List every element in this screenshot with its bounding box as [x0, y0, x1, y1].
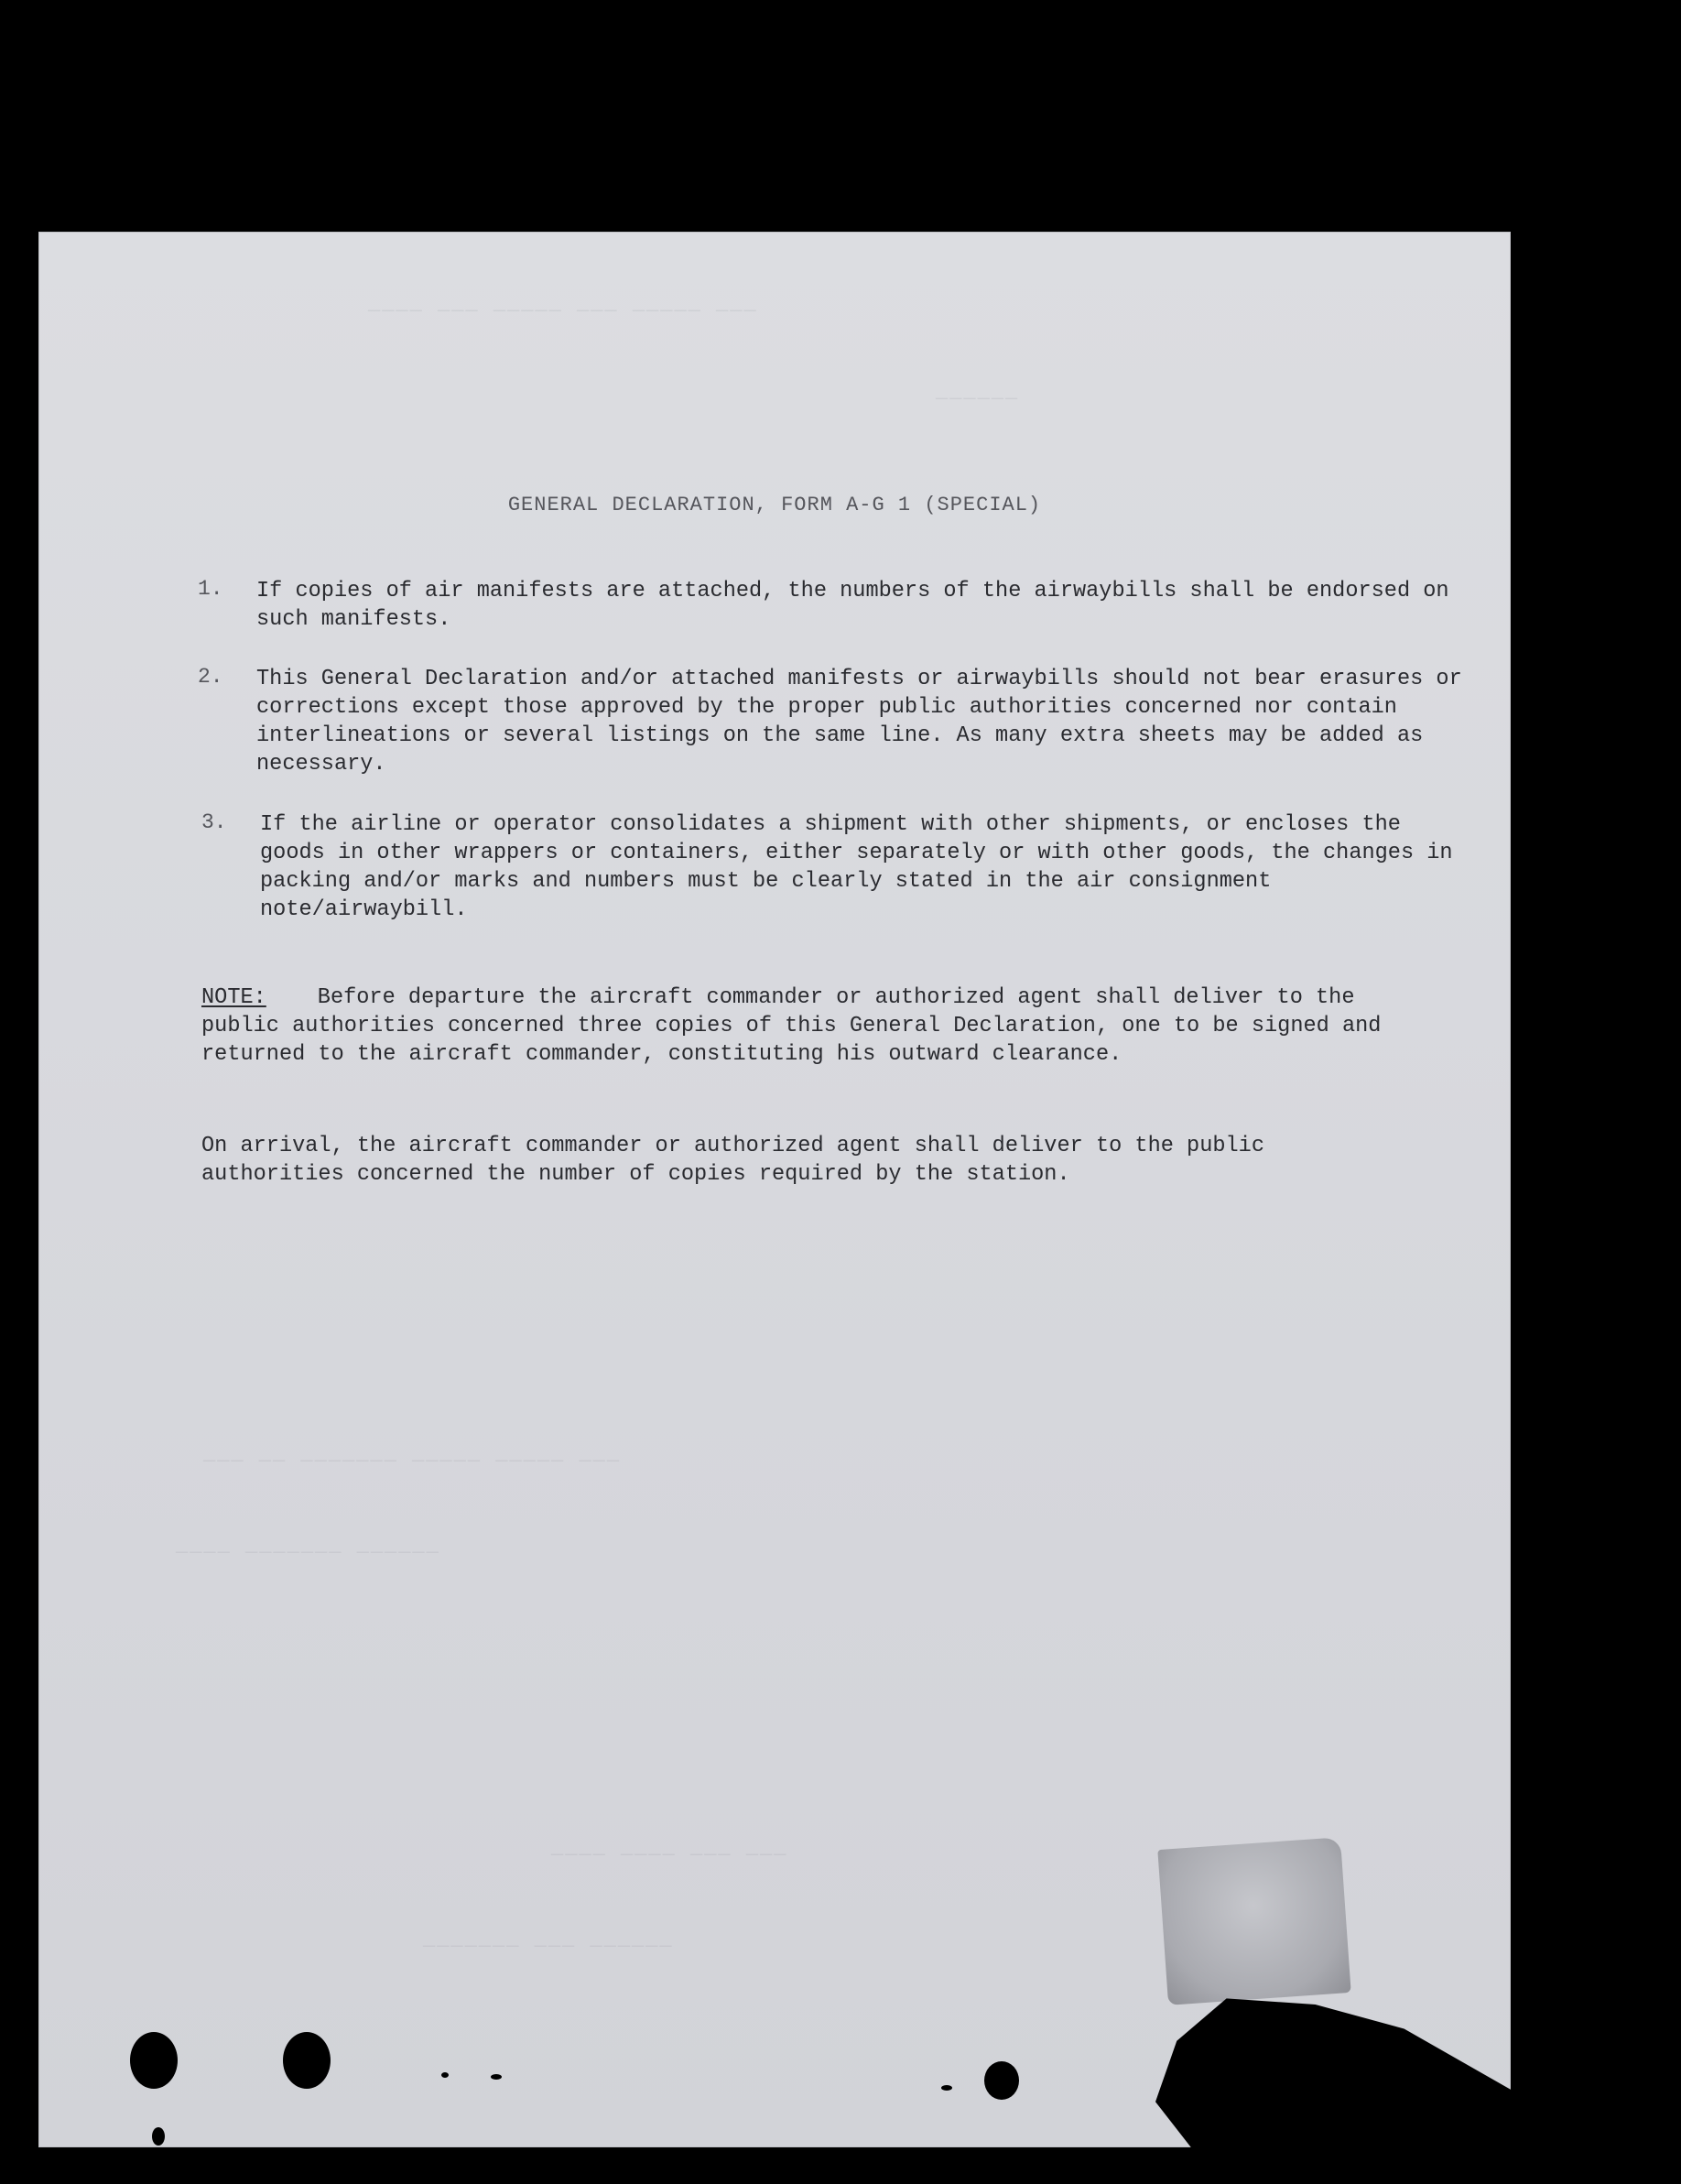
- tape-scrap: [1157, 1837, 1350, 2005]
- ink-blot: [984, 2061, 1019, 2100]
- ink-speck: [941, 2085, 952, 2091]
- document-page: [38, 232, 1511, 2147]
- list-item: This General Declaration and/or attached manifests or airwaybills should not bear erasures or corrections except those approved by the proper public authorities concerned nor contain interlineations or several listings on the same line. As many extra sheets may be added as necessary.: [256, 667, 1462, 777]
- item-number: 1.: [198, 577, 223, 601]
- item-number: 2.: [198, 665, 223, 689]
- bleed-through-text: ———— ———— ——— ———: [551, 1843, 788, 1866]
- bleed-through-text: ——— —— ——————— ————— ————— ———: [203, 1450, 622, 1472]
- note-paragraph: [201, 983, 1417, 1069]
- list-item: If copies of air manifests are attached, the numbers of the airwaybills shall be endorsed on such manifests.: [256, 579, 1449, 632]
- torn-corner: [1155, 1995, 1511, 2147]
- page-title: GENERAL DECLARATION, FORM A-G 1 (SPECIAL): [507, 494, 1042, 516]
- bleed-through-text: ——————: [936, 387, 1020, 410]
- ink-speck: [441, 2072, 449, 2078]
- note-text: Before departure the aircraft commander or authorized agent shall deliver to the public authorities concerned three copies of this General Declaration, one to be signed and returned to the aircraft commander, constituting his outward clearance.: [201, 985, 1382, 1067]
- punch-hole: [130, 2032, 178, 2089]
- ink-speck: [491, 2074, 502, 2080]
- note-label: NOTE:: [201, 985, 266, 1010]
- list-item: If the airline or operator consolidates a shipment with other shipments, or encloses the goods in other wrappers or containers, either separately or with other goods, the changes in packing and/or marks and numbers must be clearly stated in the air consignment note/airwaybill.: [260, 812, 1453, 922]
- bleed-through-text: ———— ——— ————— ——— ————— ———: [368, 299, 758, 322]
- punch-hole: [283, 2032, 331, 2089]
- item-number: 3.: [201, 810, 227, 834]
- ink-speck: [152, 2127, 165, 2146]
- arrival-paragraph: On arrival, the aircraft commander or authorized agent shall deliver to the public authorities concerned the number of copies required by the station.: [201, 1134, 1265, 1187]
- bleed-through-text: ———— ——————— ——————: [176, 1541, 440, 1564]
- bleed-through-text: ——————— ——— ——————: [423, 1935, 674, 1958]
